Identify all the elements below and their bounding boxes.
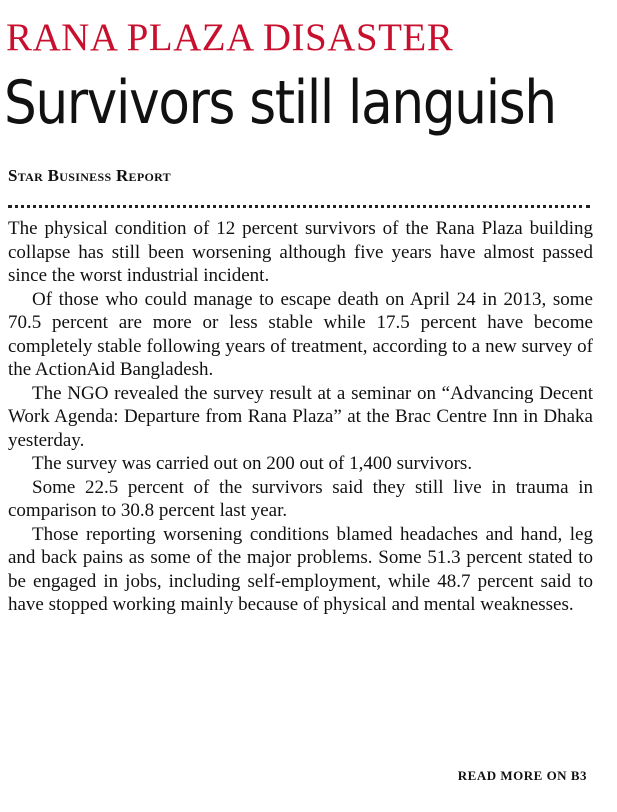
article-paragraph: The survey was carried out on 200 out of 1,400 survivors. (32, 453, 473, 474)
article-paragraph: Of those who could manage to escape death on April 24 in 2013, some 70.5 percent are more or less stable while 17.5 percent have become completely stable following years of treatment, according to a new survey of the ActionAid Bangladesh. (8, 288, 593, 380)
article-headline: Survivors still languish (4, 68, 556, 138)
article-body (8, 217, 593, 617)
dotted-divider (8, 205, 590, 208)
read-more-link[interactable]: READ MORE ON B3 (457, 768, 587, 783)
article-kicker: RANA PLAZA DISASTER (6, 16, 454, 59)
article-byline: Star Business Report (8, 166, 171, 185)
article-paragraph: The physical condition of 12 percent survivors of the Rana Plaza building collapse has still been worsening although five years have almost passed since the worst industrial incident. (8, 218, 593, 286)
article-paragraph: Some 22.5 percent of the survivors said they still live in trauma in comparison to 30.8 percent last year. (8, 476, 593, 521)
article-paragraph: Those reporting worsening conditions blamed headaches and hand, leg and back pains as some of the major problems. Some 51.3 percent stated to be engaged in jobs, including self-employment, while 48.7 percent said to have stopped working mainly because of physical and mental weaknesses. (8, 523, 593, 615)
article-paragraph: The NGO revealed the survey result at a seminar on “Advancing Decent Work Agenda: Departure from Rana Plaza” at the Brac Centre Inn in Dhaka yesterday. (8, 382, 593, 451)
